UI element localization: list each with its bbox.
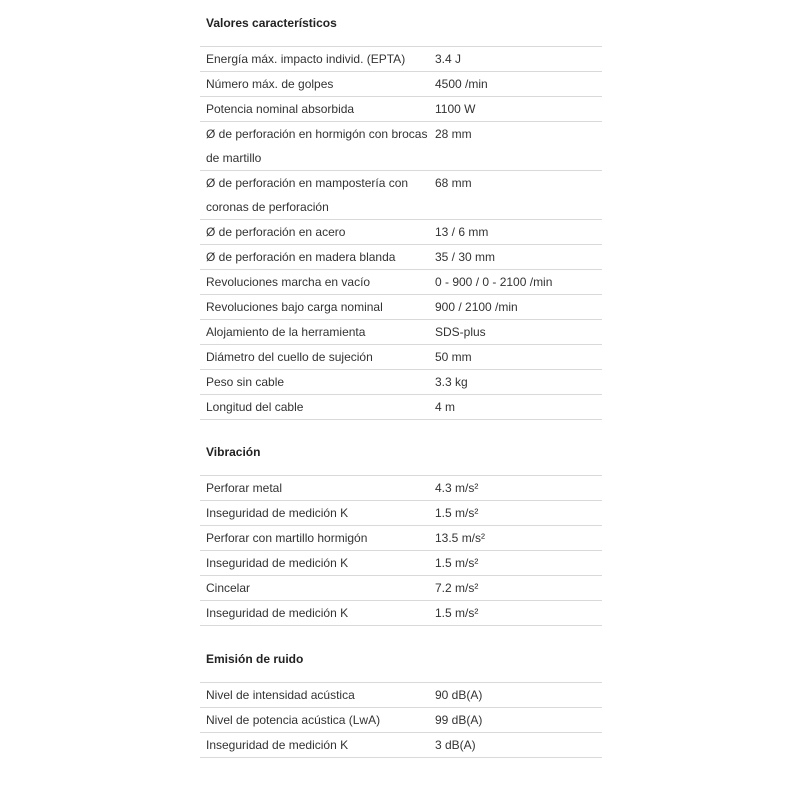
row-label: Nivel de intensidad acústica [200, 683, 429, 708]
row-value: 13.5 m/s² [429, 526, 602, 551]
row-label: Ø de perforación en mampostería con coronas de perforación [200, 171, 429, 220]
spec-table [200, 682, 602, 758]
row-value: 0 - 900 / 0 - 2100 /min [429, 270, 602, 295]
row-label: Revoluciones bajo carga nominal [200, 295, 429, 320]
row-value: 3.3 kg [429, 370, 602, 395]
row-value: 99 dB(A) [429, 708, 602, 733]
row-value: 900 / 2100 /min [429, 295, 602, 320]
row-label: Revoluciones marcha en vacío [200, 270, 429, 295]
table-row [200, 708, 602, 733]
row-label: Inseguridad de medición K [200, 501, 429, 526]
table-row [200, 601, 602, 626]
table-row [200, 220, 602, 245]
row-label: Diámetro del cuello de sujeción [200, 345, 429, 370]
section-valores-caracteristicos [200, 12, 602, 420]
row-value: 3 dB(A) [429, 733, 602, 758]
row-value: 90 dB(A) [429, 683, 602, 708]
row-value: SDS-plus [429, 320, 602, 345]
row-value: 28 mm [429, 122, 602, 171]
row-label: Perforar con martillo hormigón [200, 526, 429, 551]
table-row [200, 733, 602, 758]
row-value: 4500 /min [429, 72, 602, 97]
row-label: Inseguridad de medición K [200, 601, 429, 626]
section-title: Vibración [206, 445, 261, 459]
row-label: Longitud del cable [200, 395, 429, 420]
section-title: Emisión de ruido [206, 652, 304, 666]
row-value: 1.5 m/s² [429, 601, 602, 626]
table-row [200, 683, 602, 708]
table-row [200, 171, 602, 220]
row-value: 7.2 m/s² [429, 576, 602, 601]
table-row [200, 295, 602, 320]
table-row [200, 47, 602, 72]
table-row [200, 122, 602, 171]
row-label: Perforar metal [200, 476, 429, 501]
table-row [200, 526, 602, 551]
row-value: 35 / 30 mm [429, 245, 602, 270]
row-label: Potencia nominal absorbida [200, 97, 429, 122]
row-label: Energía máx. impacto individ. (EPTA) [200, 47, 429, 72]
table-row [200, 270, 602, 295]
row-value: 3.4 J [429, 47, 602, 72]
row-value: 1100 W [429, 97, 602, 122]
table-row [200, 370, 602, 395]
row-label: Peso sin cable [200, 370, 429, 395]
section-emision-de-ruido [200, 648, 602, 758]
section-title: Valores característicos [206, 16, 337, 30]
table-row [200, 345, 602, 370]
row-label: Ø de perforación en acero [200, 220, 429, 245]
row-label: Nivel de potencia acústica (LwA) [200, 708, 429, 733]
spec-table [200, 46, 602, 420]
row-value: 68 mm [429, 171, 602, 220]
row-label: Inseguridad de medición K [200, 733, 429, 758]
row-label: Inseguridad de medición K [200, 551, 429, 576]
row-label: Número máx. de golpes [200, 72, 429, 97]
table-row [200, 245, 602, 270]
row-value: 4.3 m/s² [429, 476, 602, 501]
table-row [200, 395, 602, 420]
table-row [200, 476, 602, 501]
row-value: 1.5 m/s² [429, 551, 602, 576]
table-row [200, 551, 602, 576]
spec-table [200, 475, 602, 626]
row-label: Ø de perforación en hormigón con brocas de martillo [200, 122, 429, 171]
table-row [200, 97, 602, 122]
row-label: Cincelar [200, 576, 429, 601]
row-value: 13 / 6 mm [429, 220, 602, 245]
row-value: 4 m [429, 395, 602, 420]
row-value: 50 mm [429, 345, 602, 370]
section-vibracion [200, 441, 602, 626]
table-row [200, 501, 602, 526]
table-row [200, 576, 602, 601]
row-value: 1.5 m/s² [429, 501, 602, 526]
table-row [200, 320, 602, 345]
row-label: Alojamiento de la herramienta [200, 320, 429, 345]
row-label: Ø de perforación en madera blanda [200, 245, 429, 270]
table-row [200, 72, 602, 97]
